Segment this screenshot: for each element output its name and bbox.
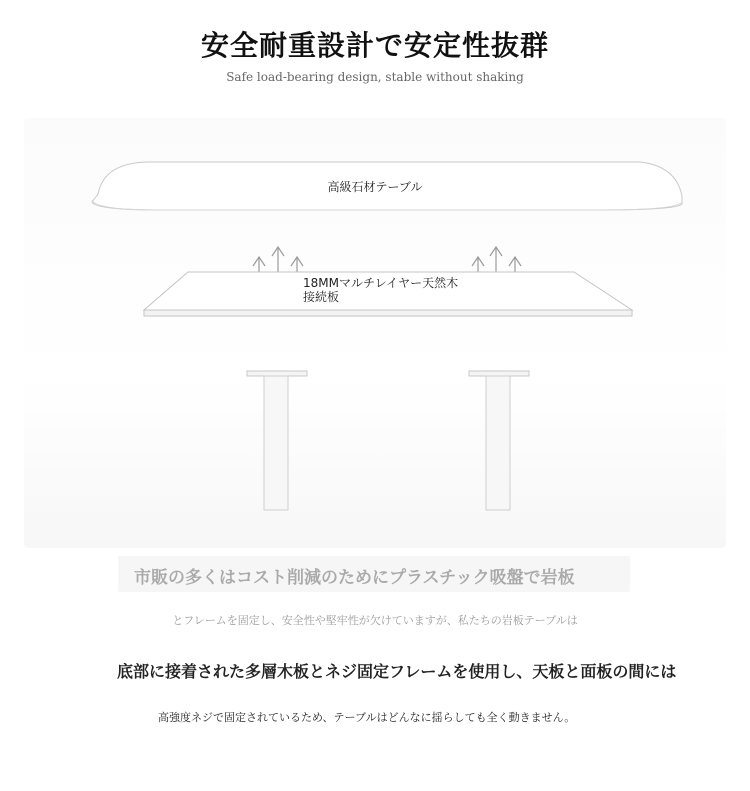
table-leg-left <box>247 371 307 510</box>
description-line-4: 高強度ネジで固定されているため、テーブルはどんなに揺らしても全く動きません。 <box>158 711 576 724</box>
page-subtitle: Safe load-bearing design, stable without shaking <box>226 70 524 84</box>
table-leg-right <box>469 371 529 510</box>
stone-tabletop-label: 高級石材テーブル <box>327 180 423 194</box>
description-line-1: 市販の多くはコスト削減のためにプラスチック吸盤で岩板 <box>134 568 575 588</box>
plywood-board-label <box>303 276 473 304</box>
description-line-3: 底部に接着された多層木板とネジ固定フレームを使用し、天板と面板の間には <box>117 662 677 681</box>
plywood-label-line2: 接続板 <box>303 290 340 304</box>
plywood-label-line1: 18MMマルチレイヤー天然木 <box>303 276 459 290</box>
description-line-2: とフレームを固定し、安全性や堅牢性が欠けていますが、私たちの岩板テーブルは <box>172 614 578 627</box>
page-title: 安全耐重設計で安定性抜群 <box>200 29 549 62</box>
